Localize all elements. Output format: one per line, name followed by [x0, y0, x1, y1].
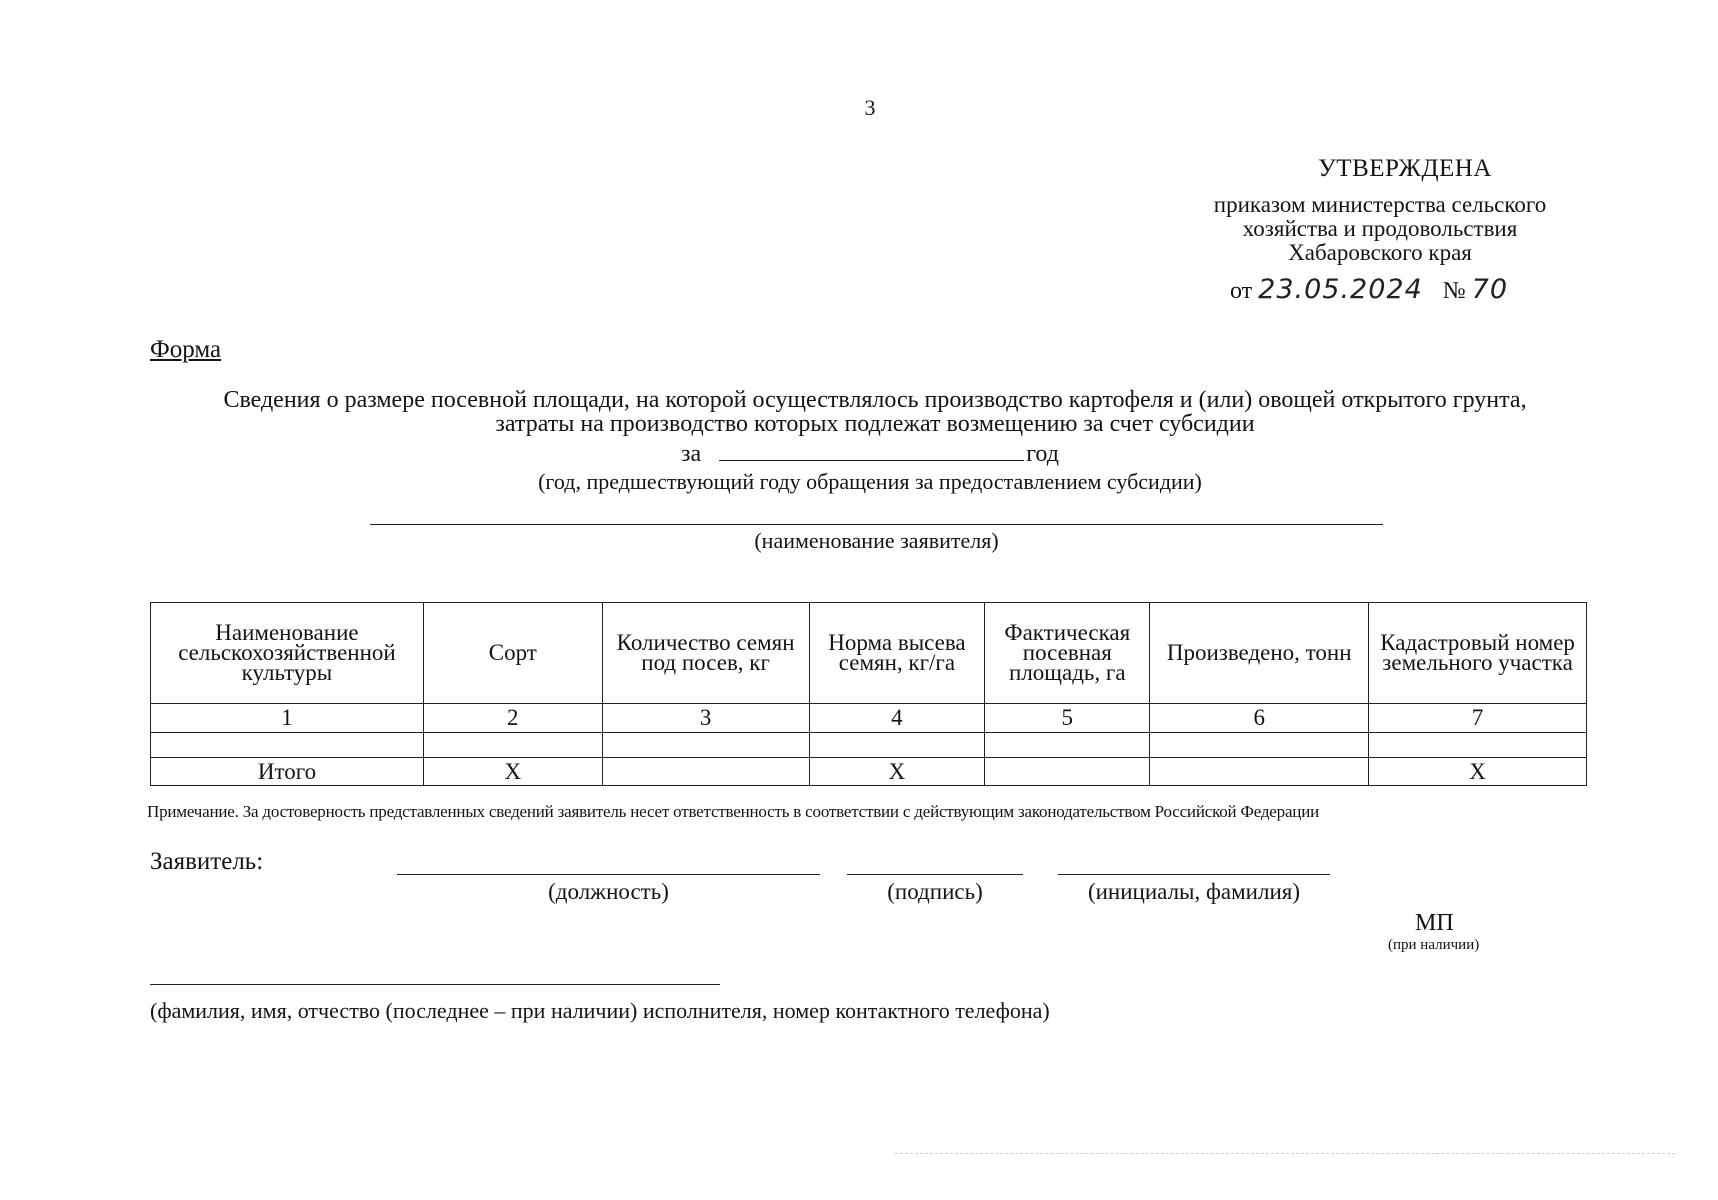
form-label: Форма: [150, 336, 222, 363]
for-prefix: за: [681, 441, 702, 467]
name-caption: (инициалы, фамилия): [1087, 879, 1301, 904]
column-header: Норма высева семян, кг/га: [809, 603, 985, 704]
column-number: 7: [1369, 704, 1587, 733]
order-date-number: [1230, 274, 1508, 305]
total-label: Итого: [151, 758, 424, 786]
executor-field[interactable]: [150, 984, 720, 985]
table-cell[interactable]: [151, 733, 424, 758]
approval-line: Хабаровского края: [1288, 240, 1472, 265]
column-number-row: [151, 704, 1587, 733]
column-header: Кадастровый номер земельного участка: [1369, 603, 1587, 704]
total-cell: Х: [1369, 758, 1587, 786]
table-cell[interactable]: [1150, 733, 1369, 758]
column-number: 5: [985, 704, 1150, 733]
column-number: 6: [1150, 704, 1369, 733]
signature-field[interactable]: [847, 874, 1023, 875]
name-field[interactable]: [1058, 874, 1330, 875]
position-field[interactable]: [397, 874, 820, 875]
table-row: [151, 733, 1587, 758]
page-number: 3: [864, 95, 876, 120]
column-header: Произведено, тонн: [1150, 603, 1369, 704]
column-number: 3: [602, 704, 809, 733]
table-cell[interactable]: [602, 733, 809, 758]
date-prefix: от: [1230, 278, 1253, 304]
document-heading: Сведения о размере посевной площади, на которой осуществлялось производство картофеля и (или) овощей открытого грунта,: [223, 387, 1527, 413]
scan-artifact-line: [895, 1153, 1675, 1154]
reporting-year-line: [0, 438, 1718, 468]
column-header: Наименование сельскохозяйственной культуры: [151, 603, 424, 704]
column-number: 1: [151, 704, 424, 733]
column-header: Сорт: [423, 603, 602, 704]
approval-line: приказом министерства сельского: [1213, 192, 1547, 217]
table-header-row: [151, 603, 1587, 704]
executor-caption: (фамилия, имя, отчество (последнее – при наличии) исполнителя, номер контактного телефона): [150, 998, 1050, 1023]
year-field[interactable]: [719, 438, 1024, 461]
applicant-name-field[interactable]: [370, 524, 1383, 525]
total-cell: Х: [809, 758, 985, 786]
handwritten-date: 23.05.2024: [1258, 274, 1423, 305]
year-hint: (год, предшествующий году обращения за предоставлением субсидии): [538, 469, 1202, 494]
year-suffix: год: [1026, 441, 1059, 467]
total-cell[interactable]: [985, 758, 1150, 786]
column-number: 2: [423, 704, 602, 733]
column-number: 4: [809, 704, 985, 733]
note-text: Примечание. За достоверность представленных сведений заявитель несет ответственность в соответствии с действующим законодательством Российской Федерации: [147, 802, 1319, 821]
total-cell[interactable]: [602, 758, 809, 786]
number-prefix: №: [1442, 278, 1466, 304]
total-row: [151, 758, 1587, 786]
applicant-hint: (наименование заявителя): [754, 528, 999, 553]
table-cell[interactable]: [423, 733, 602, 758]
position-caption: (должность): [548, 879, 669, 904]
column-header: Количество семян под посев, кг: [602, 603, 809, 704]
column-header: Фактическая посевная площадь, га: [985, 603, 1150, 704]
handwritten-number: 70: [1471, 274, 1509, 305]
total-cell[interactable]: [1150, 758, 1369, 786]
stamp-hint: (при наличии): [1388, 937, 1480, 953]
approval-title: УТВЕРЖДЕНА: [1318, 155, 1492, 182]
signature-caption: (подпись): [887, 879, 983, 904]
applicant-label: Заявитель:: [150, 848, 264, 875]
stamp-label: МП: [1415, 910, 1454, 936]
document-heading: затраты на производство которых подлежат возмещению за счет субсидии: [495, 411, 1255, 437]
table-cell[interactable]: [1369, 733, 1587, 758]
table-cell[interactable]: [985, 733, 1150, 758]
approval-line: хозяйства и продовольствия: [1242, 216, 1518, 241]
table-cell[interactable]: [809, 733, 985, 758]
total-cell: Х: [423, 758, 602, 786]
cultivation-table: [150, 602, 1587, 786]
